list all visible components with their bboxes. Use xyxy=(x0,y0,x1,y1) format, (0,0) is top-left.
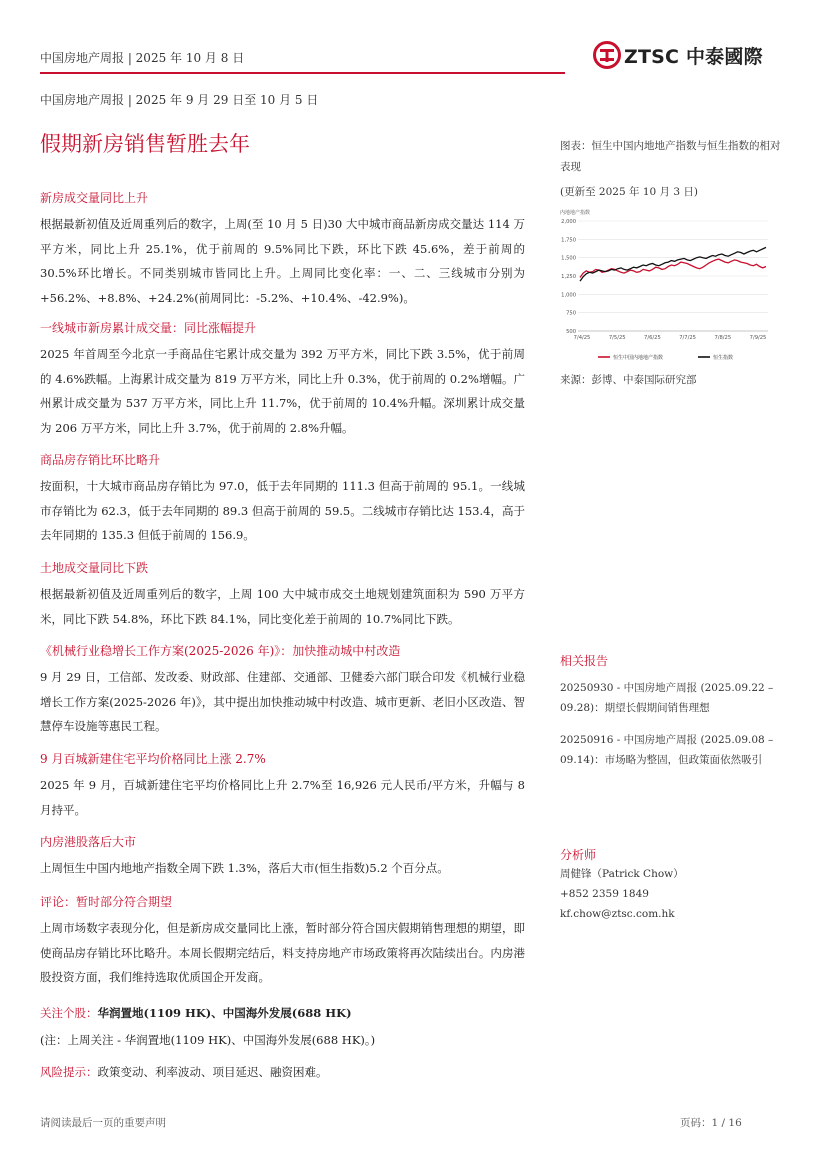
y-tick-label: 1,500 xyxy=(561,255,576,262)
x-tick-label: 7/6/25 xyxy=(644,335,661,341)
y-tick-label: 1,250 xyxy=(561,274,576,280)
y-tick-label: 2,000 xyxy=(561,219,576,225)
report-header-title: 中国房地产周报 | 2025 年 10 月 8 日 xyxy=(40,51,245,65)
chart-source: 来源：彭博、中泰国际研究部 xyxy=(560,374,697,386)
analyst-name: 周健锋（Patrick Chow） xyxy=(560,868,684,880)
section-tier1-cumulative xyxy=(40,320,525,440)
legend-label: 恒生中国内地地产指数 xyxy=(613,355,664,361)
related-report-item[interactable]: 20250930 - 中国房地产周报 (2025.09.22 – 09.28)：期望长假期间销售理想 xyxy=(560,682,774,714)
section-heading: 评论：暂时部分符合期望 xyxy=(40,895,173,909)
footer-disclaimer: 请阅读最后一页的重要声明 xyxy=(40,1117,166,1129)
report-period: 中国房地产周报 | 2025 年 9 月 29 日至 10 月 5 日 xyxy=(40,93,319,107)
x-tick-label: 7/9/25 xyxy=(749,335,767,341)
section-heading: 一线城市新房累计成交量：同比涨幅提升 xyxy=(40,321,257,335)
risk-warning xyxy=(40,1061,525,1083)
section-body: 上周恒生中国内地地产指数全周下跌 1.3%，落后大市(恒生指数)5.2 个百分点。 xyxy=(40,861,449,875)
y-tick-label: 500 xyxy=(566,329,576,335)
section-machinery-policy xyxy=(40,643,525,739)
section-heading: 内房港股落后大市 xyxy=(40,835,137,849)
related-report-item[interactable]: 20250916 - 中国房地产周报 (2025.09.08 – 09.14)：市场略为整固，但政策面依然吸引 xyxy=(560,734,774,766)
related-reports-heading: 相关报告 xyxy=(560,654,609,668)
focus-note xyxy=(40,1029,525,1051)
risk-text: 政策变动、利率波动、项目延迟、融资困难。 xyxy=(97,1065,328,1079)
focus-stocks-list: 华润置地(1109 HK)、中国海外发展(688 HK) xyxy=(97,1006,352,1020)
section-body: 根据最新初值及近周重列后的数字，上周(至 10 月 5 日)30 大中城市商品新房成交量达 114 万平方米，同比上升 25.1%，优于前周的 9.5%同比下跌，环比下跌 45.6%，差于前周的 30.5%环比增长。不同类别城市皆同比上升。上周同比变化率：一、二、三线城市分别为+56.2%、+8.8%、+24.2%(前周同比：-5.2%、+10.4%、-42.9%)。 xyxy=(40,217,525,305)
section-body: 9 月 29 日，工信部、发改委、财政部、住建部、交通部、卫健委六部门联合印发《机械行业稳增长工作方案(2025-2026 年)》，其中提出加快推动城中村改造、城市更新、老旧小区改造、智慧停车设施等惠民工程。 xyxy=(40,670,525,733)
header-divider xyxy=(40,72,565,74)
chart-caption: 图表：恒生中国内地地产指数与恒生指数的相对表现 xyxy=(560,140,781,173)
risk-label: 风险提示： xyxy=(40,1065,98,1079)
section-heading: 《机械行业稳增长工作方案(2025-2026 年)》：加快推动城中村改造 xyxy=(40,644,401,658)
section-body: 根据最新初值及近周重列后的数字，上周 100 大中城市成交土地规划建筑面积为 590 万平方米，同比下跌 54.8%，环比下跌 84.1%，同比变化差于前周的 10.7%同比下跌。 xyxy=(40,587,525,626)
note-text: (注：上周关注 - 华润置地(1109 HK)、中国海外发展(688 HK)。) xyxy=(40,1033,376,1047)
x-tick-label: 7/8/25 xyxy=(714,335,732,341)
x-tick-label: 7/4/25 xyxy=(573,335,591,341)
analyst-email[interactable]: kf.chow@ztsc.com.hk xyxy=(560,908,675,920)
y-tick-label: 750 xyxy=(566,310,576,317)
chart-updated: (更新至 2025 年 10 月 3 日) xyxy=(560,186,698,198)
section-heading: 土地成交量同比下跌 xyxy=(40,561,149,575)
section-body: 2025 年 9 月，百城新建住宅平均价格同比上升 2.7%至 16,926 元人民币/平方米，升幅与 8 月持平。 xyxy=(40,778,525,817)
focus-label: 关注个股： xyxy=(40,1006,98,1020)
chart-svg xyxy=(560,205,775,365)
section-body: 2025 年首周至今北京一手商品住宅累计成交量为 392 万平方米，同比下跌 3.5%，优于前周的 4.6%跌幅。上海累计成交量为 819 万平方米，同比上升 0.3%，优于前周的 0.2%增幅。广州累计成交量为 537 万平方米，同比上升 11.7%，优于前周的 10.4%升幅。深圳累计成交量为 206 万平方米，同比上升 3.7%，优于前周的 2.8%升幅。 xyxy=(40,347,525,435)
relative-performance-chart xyxy=(560,205,775,365)
section-land-volume xyxy=(40,560,525,631)
section-heading: 9 月百城新建住宅平均价格同比上涨 2.7% xyxy=(40,752,266,766)
y-tick-label: 1,750 xyxy=(561,237,576,244)
x-tick-label: 7/7/25 xyxy=(679,335,696,341)
page-title: 假期新房销售暂胜去年 xyxy=(40,132,250,156)
analyst-heading: 分析师 xyxy=(560,848,597,862)
section-hk-stocks xyxy=(40,834,525,881)
y-tick-label: 1,000 xyxy=(561,292,576,299)
series-line-hs-mainland-property xyxy=(580,259,766,277)
logo-text: ZTSC 中泰國際 xyxy=(624,46,763,68)
section-commentary xyxy=(40,894,525,990)
page-number: 页码：1 / 16 xyxy=(680,1117,742,1129)
section-inventory-ratio xyxy=(40,452,525,548)
section-body: 上周市场数字表现分化，但是新房成交量同比上涨，暂时部分符合国庆假期销售理想的期望，即使商品房存销比环比略升。本周长假期完结后，料支持房地产市场政策将再次陆续出台。内房港股投资方面，我们维持选取优质国企开发商。 xyxy=(40,921,525,984)
section-heading: 新房成交量同比上升 xyxy=(40,191,149,205)
section-body: 按面积，十大城市商品房存销比为 97.0，低于去年同期的 111.3 但高于前周的 95.1。一线城市存销比为 62.3，低于去年同期的 89.3 但高于前周的 59.5。二线城市存销比达 153.4，高于去年同期的 135.3 但低于前周的 156.9。 xyxy=(40,479,525,542)
focus-stocks xyxy=(40,1002,525,1024)
section-home-prices xyxy=(40,751,525,822)
section-new-home-volume xyxy=(40,190,525,310)
logo-mark-icon xyxy=(593,41,621,69)
company-logo xyxy=(593,37,783,73)
section-heading: 商品房存销比环比略升 xyxy=(40,453,161,467)
x-tick-label: 7/5/25 xyxy=(608,335,626,341)
y-axis-label: 内地地产指数 xyxy=(560,210,591,216)
legend-label: 恒生指数 xyxy=(713,355,734,361)
analyst-phone: +852 2359 1849 xyxy=(560,888,649,900)
